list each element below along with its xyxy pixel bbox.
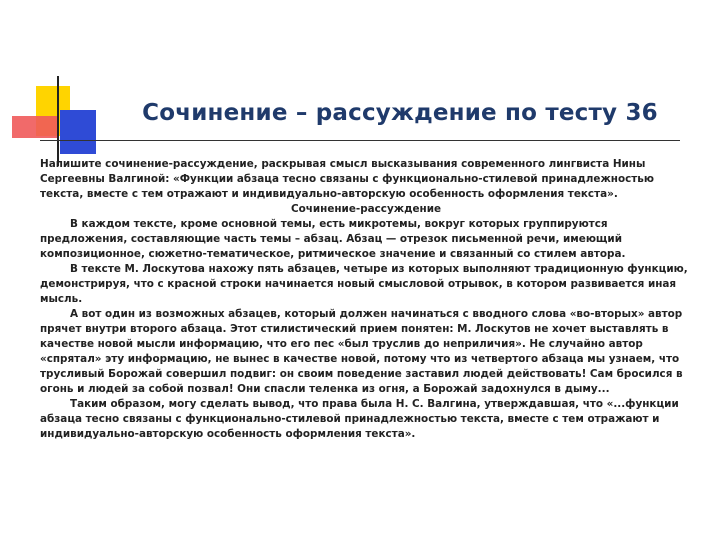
decor-vertical-line <box>57 76 59 166</box>
essay-heading: Сочинение-рассуждение <box>290 203 442 215</box>
essay-paragraph-2: В тексте М. Лоскутова нахожу пять абзацев, четыре из которых выполняют традиционную функцию, демонстрируя, что с красной строки начинается новый смысловой отрывок, в котором развивается иная мысль. <box>40 263 688 305</box>
essay-paragraph-3: А вот один из возможных абзацев, который должен начинаться с вводного слова «во-вторых» автор прячет внутри второго абзаца. Этот стилистический прием понятен: М. Лоскутов не хочет выставлять в качестве новой мысли информацию, что его пес «был труслив до неприличия». Не случайно автор «спрятал» эту информацию, не вынес в качестве новой, потому что из четвертого абзаца мы узнаем, что трусливый Борожай совершил подвиг: он своим поведение заставил людей действовать! Сам бросился в огонь и людей за собой позвал! Они спасли теленка из огня, а Борожай задохнулся в дыму... <box>40 308 683 395</box>
essay-paragraph-1: В каждом тексте, кроме основной темы, есть микротемы, вокруг которых группируются предложения, составляющие часть темы – абзац. Абзац — отрезок письменной речи, имеющий композиционное, сюжетно-тематическое, ритмическое значение и связанный со стилем автора. <box>40 218 626 260</box>
decor-horizontal-line <box>40 140 680 141</box>
decor-red-bar <box>12 116 58 138</box>
slide-title: Сочинение – рассуждение по тесту 36 <box>142 100 658 126</box>
essay-paragraph-4: Таким образом, могу сделать вывод, что права была Н. С. Валгина, утверждавшая, что «...функции абзаца тесно связаны с функционально-стилевой принадлежностью текста, вместе с тем отражают и индивидуально-авторскую особенность оформления текста». <box>40 398 679 440</box>
task-text: Напишите сочинение-рассуждение, раскрывая смысл высказывания современного лингвиста Нины Сергеевны Валгиной: «Функции абзаца тесно связаны с функционально-стилевой принадлежностью текста, вместе с тем отражают и индивидуально-авторскую особенность оформления текста». <box>40 158 654 200</box>
decor-blue-square <box>60 110 96 154</box>
slide-content <box>40 157 692 442</box>
